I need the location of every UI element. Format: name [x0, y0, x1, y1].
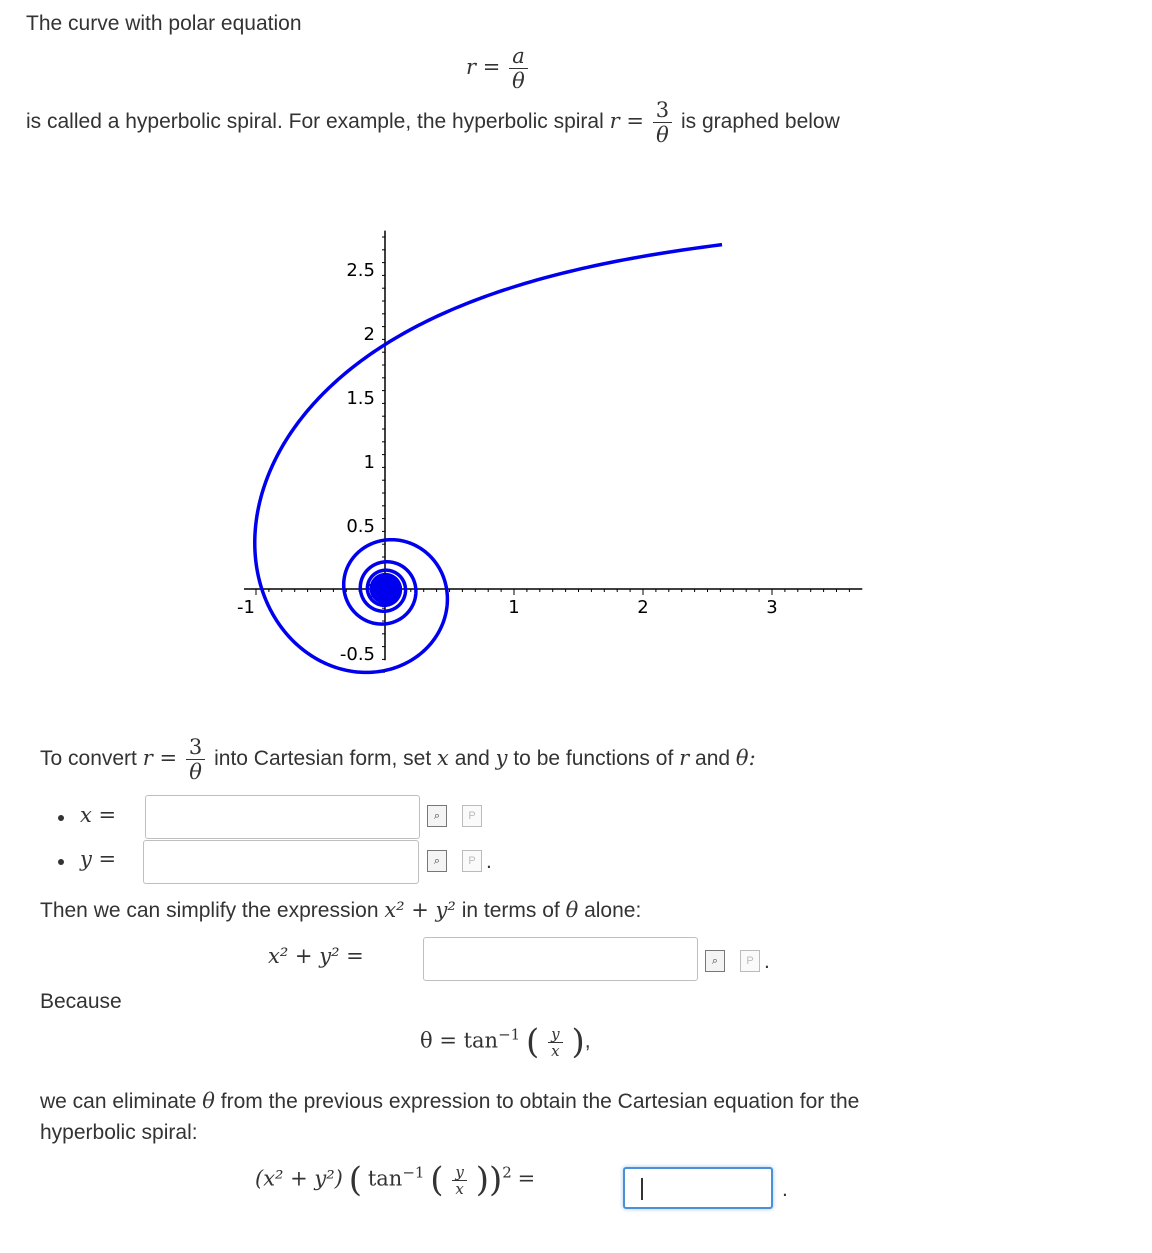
period: .	[782, 1178, 788, 1201]
intro-line2: is called a hyperbolic spiral. For example, the hyperbolic spiral r = $\frac{3}{\theta}$ is graphed below	[26, 98, 840, 147]
x-label: x =	[80, 803, 117, 827]
period: .	[764, 950, 770, 973]
bullet-y	[58, 859, 64, 865]
cartesian-equation: (x² + y²) ( $\tan^{-1}$ ( $\frac{y}{x}$ ))$^2$ =	[255, 1160, 536, 1200]
preview-icon[interactable]: ⌕	[427, 850, 447, 872]
theta-arctan-equation: $\theta = \tan^{-1}$ ( $\frac{y}{x}$ ),	[420, 1022, 591, 1062]
eliminate-sentence: we can eliminate θ from the previous expression to obtain the Cartesian equation for the	[40, 1089, 860, 1113]
format-help-icon[interactable]: P	[740, 950, 760, 972]
simplify-sentence: Then we can simplify the expression x² + y² in terms of θ alone:	[40, 898, 642, 922]
y-answer-input[interactable]	[143, 840, 419, 884]
y-tick-label: 2.5	[346, 260, 375, 281]
intro-line1: The curve with polar equation	[26, 12, 302, 35]
x-tick-label: 2	[637, 597, 649, 618]
origin-label: 0	[365, 581, 377, 602]
sum-squares-input[interactable]	[423, 937, 698, 981]
y-label: y =	[80, 847, 117, 871]
preview-icon[interactable]: ⌕	[705, 950, 725, 972]
because-label: Because	[40, 990, 122, 1013]
x-answer-input[interactable]	[145, 795, 420, 839]
x-tick-label: 3	[766, 597, 778, 618]
x-tick-label: 1	[508, 597, 520, 618]
y-tick-label: 1	[363, 452, 375, 473]
polar-equation: r = $\frac{a}{\theta}$	[466, 44, 531, 93]
y-tick-label: 1.5	[346, 388, 375, 409]
sum-squares-label: x² + y² =	[268, 944, 364, 968]
y-tick-label: 0.5	[346, 516, 375, 537]
cartesian-answer-input[interactable]	[623, 1167, 773, 1209]
period: .	[486, 850, 492, 873]
y-tick-label: -0.5	[339, 644, 375, 665]
bullet-x	[58, 815, 64, 821]
format-help-icon[interactable]: P	[462, 850, 482, 872]
text-caret	[641, 1178, 643, 1200]
spiral-core	[378, 582, 392, 596]
preview-icon[interactable]: ⌕	[427, 805, 447, 827]
eliminate-line2: hyperbolic spiral:	[40, 1121, 198, 1144]
x-tick-label: -1	[237, 597, 255, 618]
y-tick-label: 2	[363, 324, 375, 345]
format-help-icon[interactable]: P	[462, 805, 482, 827]
convert-sentence: To convert r = $\frac{3}{\theta}$ into Cartesian form, set x and y to be functions of r and θ:	[40, 735, 756, 784]
spiral-curve	[255, 245, 722, 673]
